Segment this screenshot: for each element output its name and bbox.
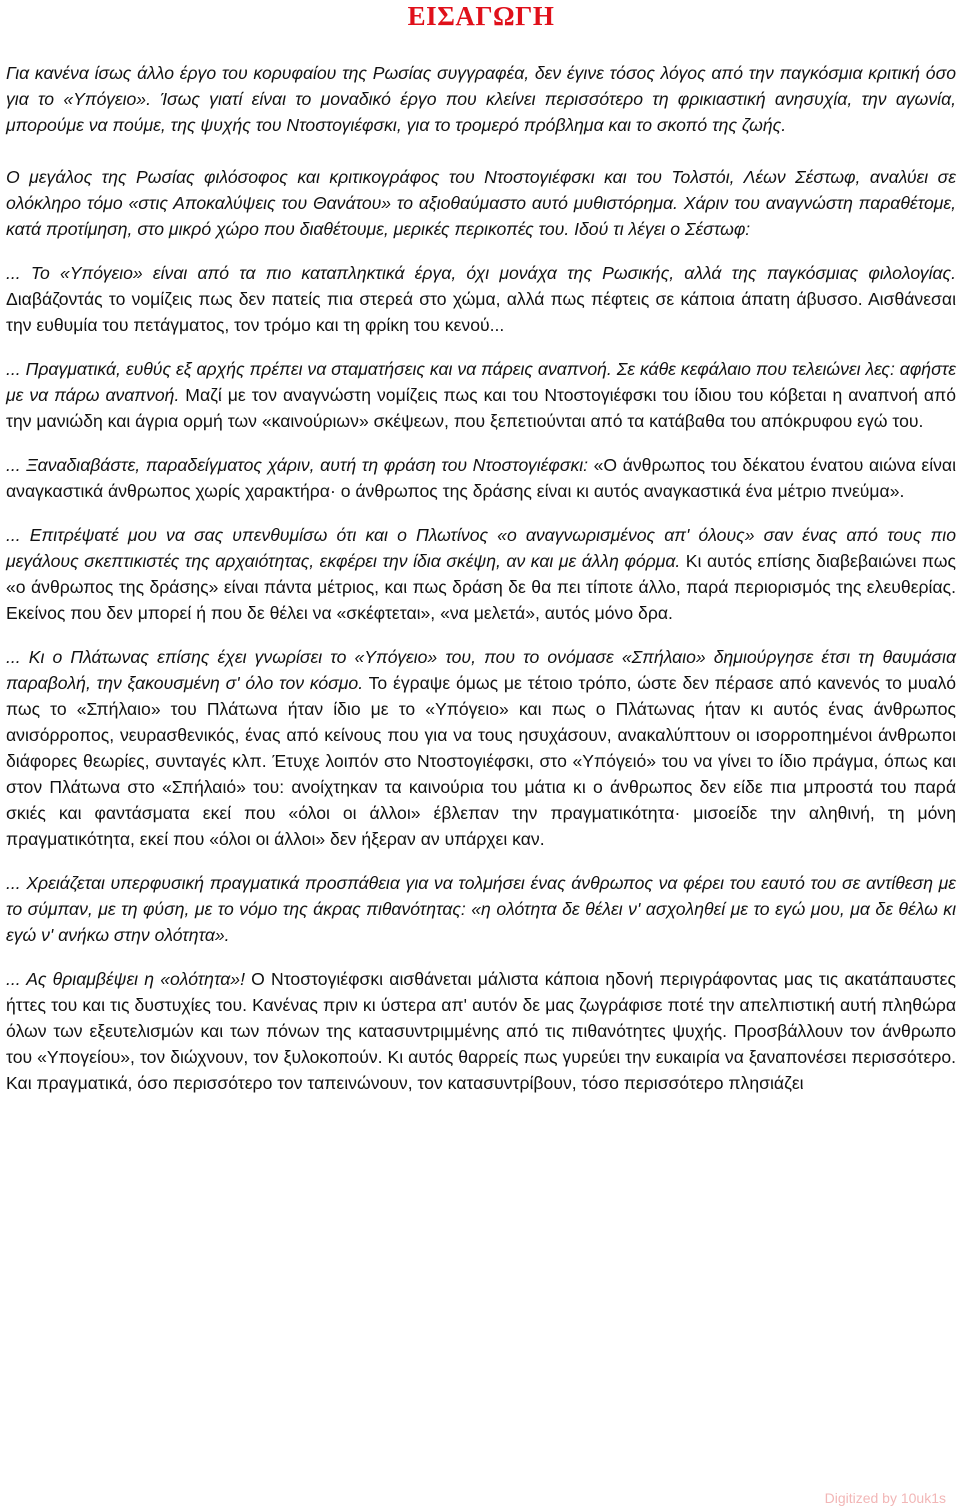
- paragraph-shestov: Ο μεγάλος της Ρωσίας φιλόσοφος και κριτικογράφος του Ντοστογιέφσκι και του Τολστόι, Λέων Σέστωφ, αναλύει σε ολόκληρο τόμο «στις Αποκαλύψεις του Θανάτου» το αξιοθαύμαστο αυτό μυθιστόρημα. Χάριν του αναγνώστη παραθέτομε, κατά προτίμηση, στο μικρό χώρο που διαθέτουμε, μερικές περικοπές του. Ιδού τι λέγει ο Σέστωφ:: [6, 167, 956, 239]
- paragraph-quote-4-italic: ... Επιτρέψατέ μου να σας υπενθυμίσω ότι και ο Πλωτίνος «ο αναγνωρισμένος απ' όλους» σαν ένας από τους πιο μεγάλους σκεπτικιστές της αρχαιότητας, εκφέρει την ίδια σκέψη, αν και με άλλη φόρμα.: [6, 525, 956, 571]
- paragraph-quote-4-upright: Κι αυτός επίσης διαβεβαιώνει πως «ο άνθρωπος της δράσης» είναι πάντα μέτριος, και πως δράση δε θα πει τίποτε άλλο, παρά περιορισμός της ελευθερίας. Εκείνος που δεν μπορεί ή που δε θέλει να «σκέφτεται», «να μελετά», αυτός μόνο δρα.: [6, 551, 956, 623]
- paragraph-quote-4: [6, 522, 956, 626]
- digitized-by-footer: Digitized by 10uk1s: [824, 1490, 946, 1506]
- paragraph-quote-3: [6, 452, 956, 504]
- paragraph-quote-2-upright: Μαζί με τον αναγνώστη νομίζεις πως και του Ντοστογιέφσκι του ίδιου του κόβεται η αναπνοή από την μανιώδη και άγρια ορμή των «καινούριων» σκέψεων, που ξεπετιούνται από τα κατάβαθα του απόκρυφου εγώ του.: [6, 385, 956, 431]
- paragraph-quote-5-italic: ... Κι ο Πλάτωνας επίσης έχει γνωρίσει το «Υπόγειο» του, που το ονόμασε «Σπήλαιο» δημιούργησε έτσι τη θαυμάσια παραβολή, την ξακουσμένη σ' όλο τον κόσμο.: [6, 647, 956, 693]
- paragraph-quote-5: [6, 644, 956, 852]
- paragraph-quote-1: [6, 260, 956, 338]
- paragraph-quote-5-upright: Το έγραψε όμως με τέτοιο τρόπο, ώστε δεν πέρασε από κανενός το μυαλό πως το «Σπήλαιο» του Πλάτωνα ήταν ίδιο με το «Υπόγειο» και πως ο Πλάτωνας ήταν κι αυτός ένας άνθρωπος ανισόρροπος, νευρασθενικός, ένας από κείνους που για να τους ησυχάσουν, ανακαλύπτουν οι ισορροπημένοι άνθρωποι διάφορες θεωρίες, συνταγές κλπ. Έτυχε λοιπόν στο Ντοστογιέφσκι, στο «Υπόγειό» του να γίνει το ίδιο πράγμα, όπως και στον Πλάτωνα στο «Σπήλαιό» του: ανοίχτηκαν τα καινούρια του μάτια κι ο άνθρωπος δεν είδε πια μπροστά του παρά σκιές και φαντάσματα εκεί που «όλοι οι άλλοι» έβλεπαν την πραγματικότητα· μισοείδε την αληθινή, τη μόνη πραγματικότητα, εκεί που «όλοι οι άλλοι» δεν ήξεραν αν υπάρχει καν.: [6, 673, 956, 849]
- paragraph-quote-7: [6, 966, 956, 1096]
- paragraph-quote-2-italic: ... Πραγματικά, ευθύς εξ αρχής πρέπει να σταματήσεις και να πάρεις αναπνοή. Σε κάθε κεφάλαιο που τελειώνει λες: αφήστε με να πάρω αναπνοή.: [6, 359, 956, 405]
- page-title: ΕΙΣΑΓΩΓΗ: [407, 1, 555, 31]
- paragraph-quote-7-italic: ... Ας θριαμβέψει η «ολότητα»!: [6, 969, 245, 989]
- paragraph-quote-1-italic: ... Το «Υπόγειο» είναι από τα πιο καταπληκτικά έργα, όχι μονάχα της Ρωσικής, αλλά της παγκόσμιας φιλολογίας.: [6, 263, 956, 283]
- paragraph-quote-3-upright: «Ο άνθρωπος του δέκατου ένατου αιώνα είναι αναγκαστικά άνθρωπος χωρίς χαρακτήρα· ο άνθρωπος της δράσης είναι κι αυτός αναγκαστικά ένα μέτριο πνεύμα».: [6, 455, 956, 501]
- paragraph-quote-7-upright: Ο Ντοστογιέφσκι αισθάνεται μάλιστα κάποια ηδονή περιγράφοντας μας τις ακατάπαυστες ήττες του και τις δυστυχίες του. Κανένας πριν κι ύστερα απ' αυτόν δε μας ζωγράφισε ποτέ την απελπιστική αυτή πληθώρα όλων των εξευτελισμών και των πόνων της κατασυντριμμένης από τις πιθανότητες ψυχής. Προσβάλλουν τον άνθρωπο του «Υπογείου», τον διώχνουν, τον ξυλοκοπούν. Κι αυτός θαρρείς πως γυρεύει την ευκαιρία να ξαναπονέσει περισσότερο. Και πραγματικά, όσο περισσότερο τον ταπεινώνουν, τον κατασυντρίβουν, τόσο περισσότερο πλησιάζει: [6, 969, 956, 1093]
- paragraph-quote-1-upright: Διαβάζοντάς το νομίζεις πως δεν πατείς πια στερεά στο χώμα, αλλά πως πέφτεις σε κάποια άπατη άβυσσο. Αισθάνεσαι την ευθυμία του πετάγματος, τον τρόμο και τη φρίκη του κενού...: [6, 289, 956, 335]
- paragraph-quote-2: [6, 356, 956, 434]
- paragraph-intro: Για κανένα ίσως άλλο έργο του κορυφαίου της Ρωσίας συγγραφέα, δεν έγινε τόσος λόγος από την παγκόσμια κριτική όσο για το «Υπόγειο». Ίσως γιατί είναι το μοναδικό έργο που κλείνει περισσότερο τη φρικιαστική ανησυχία, την αγωνία, μπορούμε να πούμε, της ψυχής του Ντοστογιέφσκι, για το τρομερό πρόβλημα και το σκοπό της ζωής.: [6, 63, 956, 135]
- paragraph-quote-3-italic: ... Ξαναδιαβάστε, παραδείγματος χάριν, αυτή τη φράση του Ντοστογιέφσκι:: [6, 455, 589, 475]
- paragraph-quote-6: ... Χρειάζεται υπερφυσική πραγματικά προσπάθεια για να τολμήσει ένας άνθρωπος να φέρει του εαυτό του σε αντίθεση με το σύμπαν, με τη φύση, με το νόμο της άκρας πιθανότητας: «η ολότητα δε θέλει ν' ασχοληθεί με το εγώ μου, μα δε θέλω κι εγώ ν' ανήκω στην ολότητα».: [6, 873, 956, 945]
